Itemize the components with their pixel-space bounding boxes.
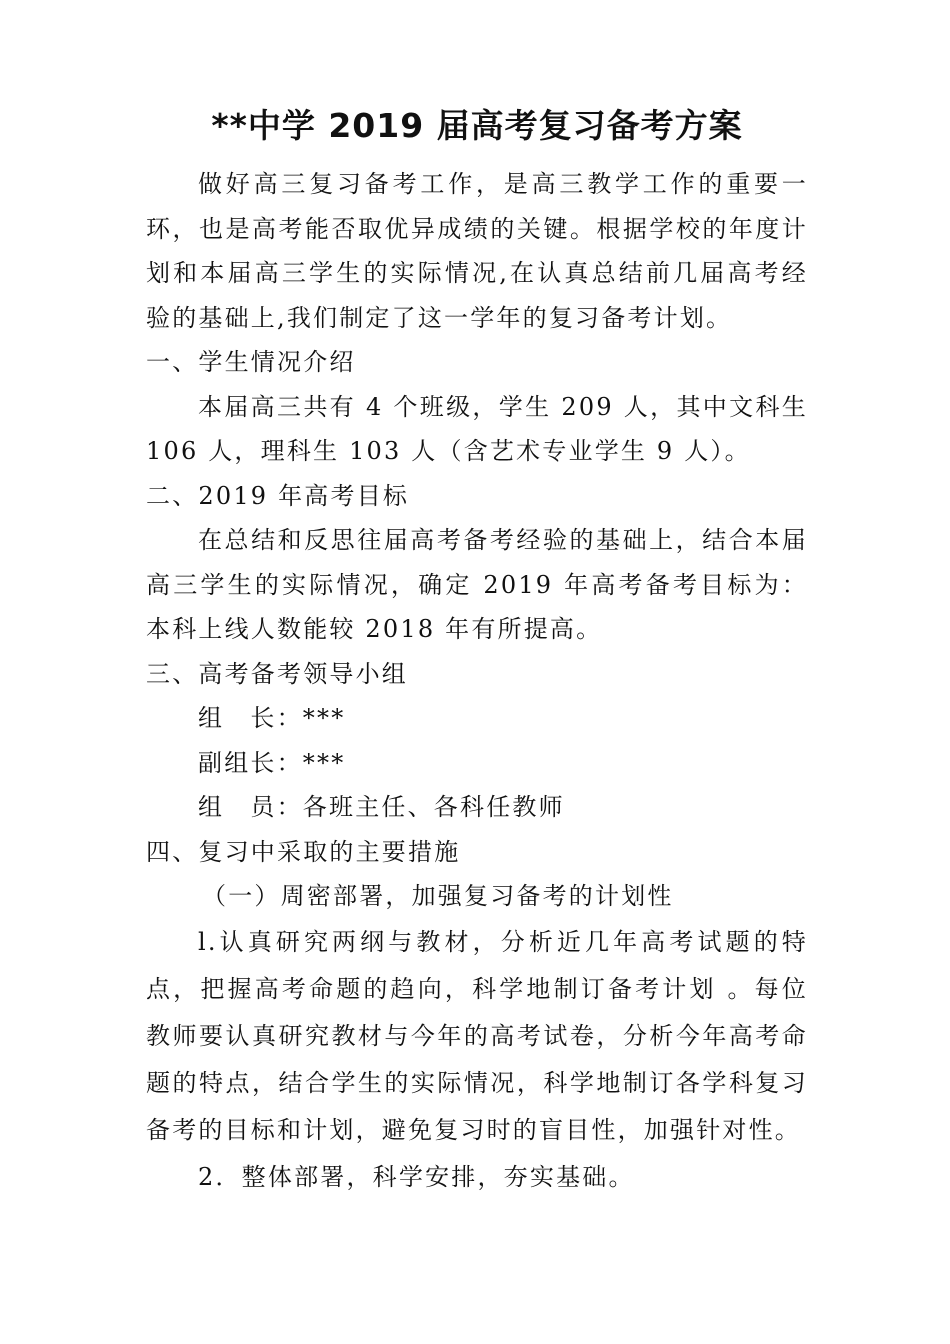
- group-members-line: 组 员：各班主任、各科任教师: [198, 793, 565, 821]
- document-title: **中学 2019 届高考复习备考方案: [211, 106, 743, 145]
- section-4-heading: 四、复习中采取的主要措施: [146, 837, 461, 866]
- group-deputy-line: 副组长：***: [198, 748, 346, 777]
- section-4-item-2: 2．整体部署，科学安排，夯实基础。: [198, 1162, 635, 1191]
- section-4-item-1: l.认真研究两纲与教材，分析近几年高考试题的特点，把握高考命题的趋向，科学地制订备考计划 。每位教师要认真研究教材与今年的高考试卷，分析今年高考命题的特点，结合学生的实际情况，科学地制订各学科复习备考的目标和计划，避免复习时的盲目性，加强针对性。: [146, 927, 808, 1144]
- group-leader-line: 组 长：***: [198, 704, 346, 732]
- section-4-subheading-1: （一）周密部署，加强复习备考的计划性: [202, 882, 674, 910]
- section-3-heading: 三、高考备考领导小组: [146, 659, 408, 688]
- section-1-heading: 一、学生情况介绍: [146, 348, 356, 376]
- section-1-body: 本届高三共有 4 个班级，学生 209 人，其中文科生 106 人，理科生 103 人（含艺术专业学生 9 人）。: [146, 392, 808, 465]
- section-2-body: 在总结和反思往届高考备考经验的基础上，结合本届高三学生的实际情况，确定 2019 年高考备考目标为：本科上线人数能较 2018 年有所提高。: [146, 526, 808, 643]
- section-2-heading: 二、2019 年高考目标: [146, 481, 410, 510]
- intro-paragraph: 做好高三复习备考工作，是高三教学工作的重要一环，也是高考能否取优异成绩的关键。根据学校的年度计划和本届高三学生的实际情况,在认真总结前几届高考经验的基础上,我们制定了这一学年的复习备考计划。: [146, 170, 808, 332]
- document-page: [146, 100, 808, 1201]
